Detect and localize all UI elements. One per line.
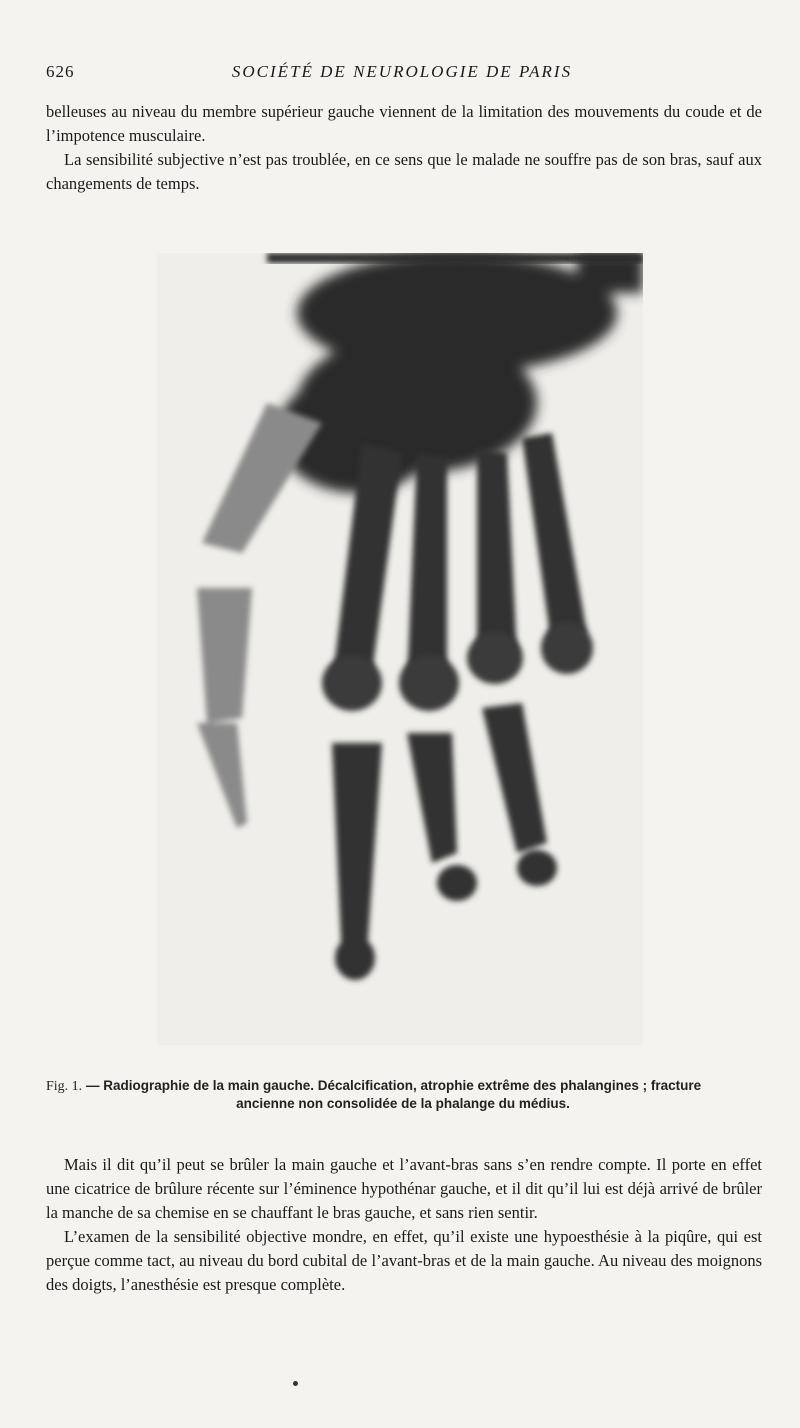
running-head: SOCIÉTÉ DE NEUROLOGIE DE PARIS	[231, 62, 573, 81]
body-text-bottom	[46, 1153, 762, 1297]
page-number: 626	[46, 62, 75, 81]
caption-text: — Radiographie de la main gauche. Décalcification, atrophie extrême des phalangines ; fracture	[85, 1078, 702, 1093]
paragraph: belleuses au niveau du membre supérieur gauche viennent de la limitation des mouvements du coude et de l’impotence musculaire.	[46, 102, 762, 145]
page-header	[46, 62, 758, 86]
xray-figure	[157, 253, 643, 1045]
figure-label: Fig. 1.	[46, 1079, 83, 1094]
paragraph: La sensibilité subjective n’est pas troublée, en ce sens que le malade ne souffre pas de son bras, sauf aux changements de temps.	[46, 150, 762, 193]
ink-speck	[293, 1381, 298, 1386]
caption-line: ancienne non consolidée de la phalange du médius.	[236, 1096, 570, 1111]
caption-line	[46, 1077, 760, 1095]
figure-caption	[46, 1077, 760, 1112]
hand-radiograph-image	[157, 253, 643, 1045]
paragraph: L’examen de la sensibilité objective mondre, en effet, qu’il existe une hypoesthésie à la piqûre, qui est perçue comme tact, au niveau du bord cubital de l’avant-bras et de la main gauche. Au niveau des moignons des doigts, l’anesthésie est presque complète.	[46, 1227, 762, 1294]
body-text-top	[46, 100, 762, 196]
paragraph: Mais il dit qu’il peut se brûler la main gauche et l’avant-bras sans s’en rendre compte. Il porte en effet une cicatrice de brûlure récente sur l’éminence hypothénar gauche, et il dit qu’il lui est déjà arrivé de brûler la manche de sa chemise en se chauffant le bras gauche, et sans rien sentir.	[46, 1155, 762, 1222]
